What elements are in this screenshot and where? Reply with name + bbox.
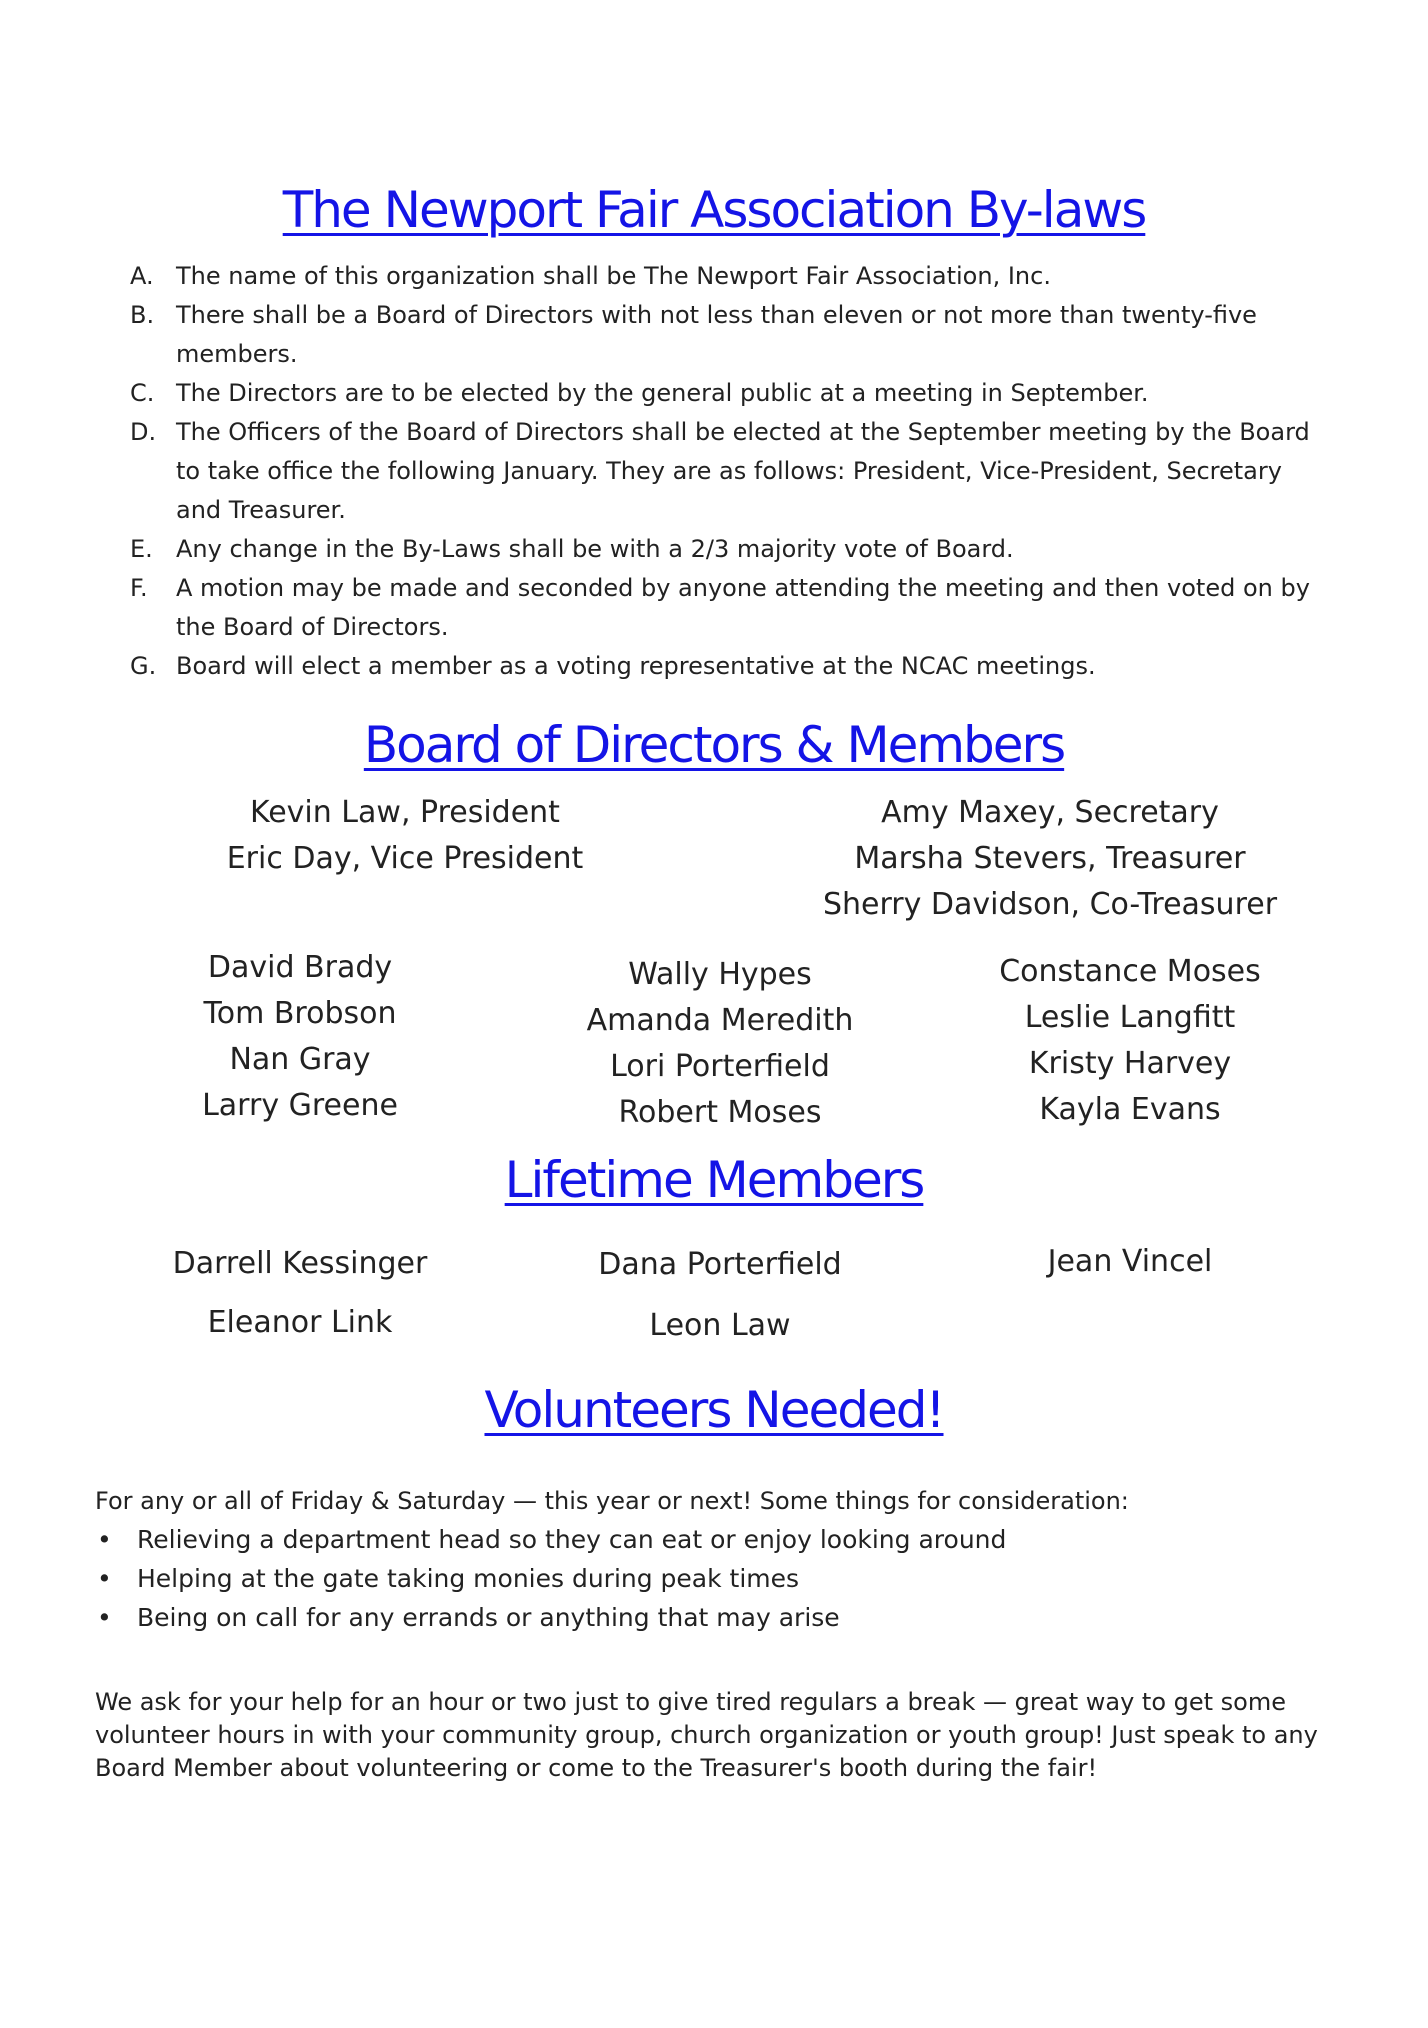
bylaw-marker: G. (130, 652, 157, 680)
volunteer-task-item (95, 1559, 1006, 1598)
bylaws-list (130, 257, 1310, 686)
bylaw-marker: A. (130, 262, 154, 290)
bylaws-heading: The Newport Fair Association By-laws (282, 181, 1146, 239)
bylaw-item (130, 530, 1310, 569)
volunteer-task-item (95, 1520, 1006, 1559)
member-name: Amanda Meredith (586, 1003, 854, 1038)
bylaw-item (130, 647, 1310, 686)
bylaw-item (130, 296, 1310, 374)
bylaw-text: A motion may be made and seconded by anyone attending the meeting and then voted on by the Board of Directors. (176, 574, 1310, 641)
officer-name: Marsha Stevers, Treasurer (854, 841, 1246, 876)
lifetime-member-name: Eleanor Link (207, 1305, 393, 1340)
bylaw-text: The Officers of the Board of Directors shall be elected at the September meeting by the Board to take office the following January. They are as follows: President, Vice-President, Secretary and Treasurer. (176, 418, 1310, 524)
bylaw-marker: B. (130, 301, 155, 329)
volunteer-task-text: Helping at the gate taking monies during peak times (137, 1564, 800, 1593)
bylaw-text: The name of this organization shall be The Newport Fair Association, Inc. (176, 262, 1051, 290)
bylaw-text: There shall be a Board of Directors with not less than eleven or not more than twenty-five members. (176, 301, 1257, 368)
bylaw-item (130, 257, 1310, 296)
bylaw-marker: C. (130, 379, 155, 407)
bullet-icon: • (97, 1525, 112, 1554)
officer-name: Sherry Davidson, Co-Treasurer (822, 887, 1278, 922)
bylaw-marker: D. (130, 418, 157, 446)
lifetime-member-name: Leon Law (649, 1308, 791, 1343)
bullet-icon: • (97, 1603, 112, 1632)
bylaw-marker: E. (130, 535, 153, 563)
member-name: Robert Moses (618, 1095, 822, 1130)
volunteers-intro: For any or all of Friday & Saturday — this year or next! Some things for consideration: (95, 1487, 1129, 1515)
board-heading: Board of Directors & Members (363, 716, 1065, 774)
lifetime-member-name: Darrell Kessinger (172, 1246, 428, 1281)
member-name: Nan Gray (229, 1042, 371, 1077)
bylaw-text: The Directors are to be elected by the general public at a meeting in September. (176, 379, 1149, 407)
member-name: Wally Hypes (628, 957, 812, 992)
member-name: Tom Brobson (203, 996, 397, 1031)
bylaw-item (130, 413, 1310, 530)
volunteer-tasks-list (95, 1520, 1006, 1637)
lifetime-heading: Lifetime Members (504, 1151, 924, 1209)
member-name: Lori Porterfield (610, 1049, 830, 1084)
member-name: David Brady (207, 950, 393, 985)
officer-name: Kevin Law, President (250, 795, 560, 830)
member-name: Constance Moses (999, 954, 1261, 989)
member-name: Kayla Evans (1039, 1092, 1221, 1127)
lifetime-member-name: Jean Vincel (1047, 1244, 1213, 1279)
volunteers-closing: We ask for your help for an hour or two just to give tired regulars a break — great way to get some volunteer hours in with your community group, church organization or youth group! Just speak to any Board Member about volunteering or come to the Treasurer's booth during the fair! (95, 1688, 1318, 1782)
bylaw-item (130, 374, 1310, 413)
member-name: Kristy Harvey (1028, 1046, 1232, 1081)
bylaw-text: Board will elect a member as a voting representative at the NCAC meetings. (176, 652, 1096, 680)
member-name: Larry Greene (202, 1088, 398, 1123)
bullet-icon: • (97, 1564, 112, 1593)
lifetime-member-name: Dana Porterfield (598, 1247, 842, 1282)
volunteer-task-item (95, 1598, 1006, 1637)
officer-name: Amy Maxey, Secretary (881, 795, 1219, 830)
bylaw-item (130, 569, 1310, 647)
bylaw-marker: F. (130, 574, 148, 602)
volunteer-task-text: Being on call for any errands or anything that may arise (137, 1603, 840, 1632)
member-name: Leslie Langfitt (1024, 1000, 1236, 1035)
officer-name: Eric Day, Vice President (226, 841, 584, 876)
bylaw-text: Any change in the By-Laws shall be with a 2/3 majority vote of Board. (176, 535, 1014, 563)
volunteer-task-text: Relieving a department head so they can eat or enjoy looking around (137, 1525, 1007, 1554)
volunteers-heading: Volunteers Needed! (484, 1381, 944, 1439)
